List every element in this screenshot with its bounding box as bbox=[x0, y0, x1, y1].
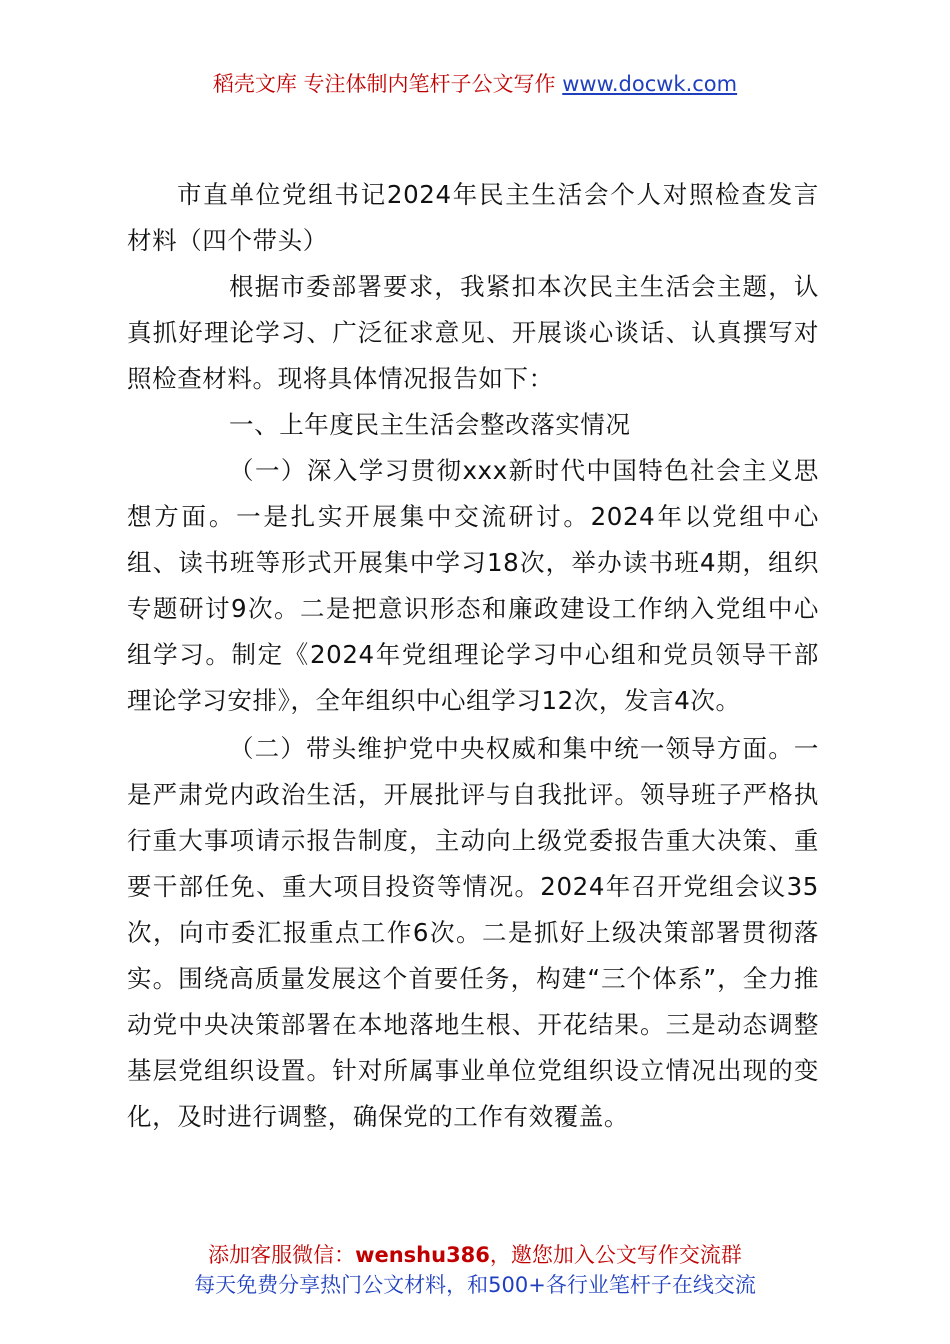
page-footer bbox=[0, 1240, 950, 1300]
footer-wechat-suffix: ，邀您加入公文写作交流群 bbox=[489, 1243, 742, 1267]
page-header bbox=[0, 68, 950, 100]
document-title: 市直单位党组书记2024年民主生活会个人对照检查发言材料（四个带头） bbox=[127, 180, 819, 255]
header-website-link[interactable]: www.docwk.com bbox=[562, 72, 738, 96]
intro-paragraph: 根据市委部署要求，我紧扣本次民主生活会主题，认真抓好理论学习、广泛征求意见、开展谈心谈话、认真撰写对照检查材料。现将具体情况报告如下： bbox=[127, 272, 819, 393]
header-brand: 稻壳文库 专注体制内笔杆子公文写作 bbox=[212, 72, 556, 96]
footer-wechat-prefix: 添加客服微信： bbox=[208, 1243, 356, 1267]
document-body bbox=[127, 172, 819, 1140]
paragraph-1: （一）深入学习贯彻xxx新时代中国特色社会主义思想方面。一是扎实开展集中交流研讨。2024年以党组中心组、读书班等形式开展集中学习18次，举办读书班4期，组织专题研讨9次。二是把意识形态和廉政建设工作纳入党组中心组学习。制定《2024年党组理论学习中心组和党员领导干部理论学习安排》，全年组织中心组学习12次，发言4次。 bbox=[127, 456, 819, 715]
section-heading: 一、上年度民主生活会整改落实情况 bbox=[229, 410, 631, 439]
footer-wechat-id: wenshu386 bbox=[355, 1243, 490, 1267]
footer-line-1 bbox=[0, 1240, 950, 1270]
paragraph-2: （二）带头维护党中央权威和集中统一领导方面。一是严肃党内政治生活，开展批评与自我批评。领导班子严格执行重大事项请示报告制度，主动向上级党委报告重大决策、重要干部任免、重大项目投资等情况。2024年召开党组会议35次，向市委汇报重点工作6次。二是抓好上级决策部署贯彻落实。围绕高质量发展这个首要任务，构建“三个体系”，全力推动党中央决策部署在本地落地生根、开花结果。三是动态调整基层党组织设置。针对所属事业单位党组织设立情况出现的变化，及时进行调整，确保党的工作有效覆盖。 bbox=[127, 734, 819, 1131]
footer-line-2: 每天免费分享热门公文材料，和500+各行业笔杆子在线交流 bbox=[194, 1273, 756, 1297]
